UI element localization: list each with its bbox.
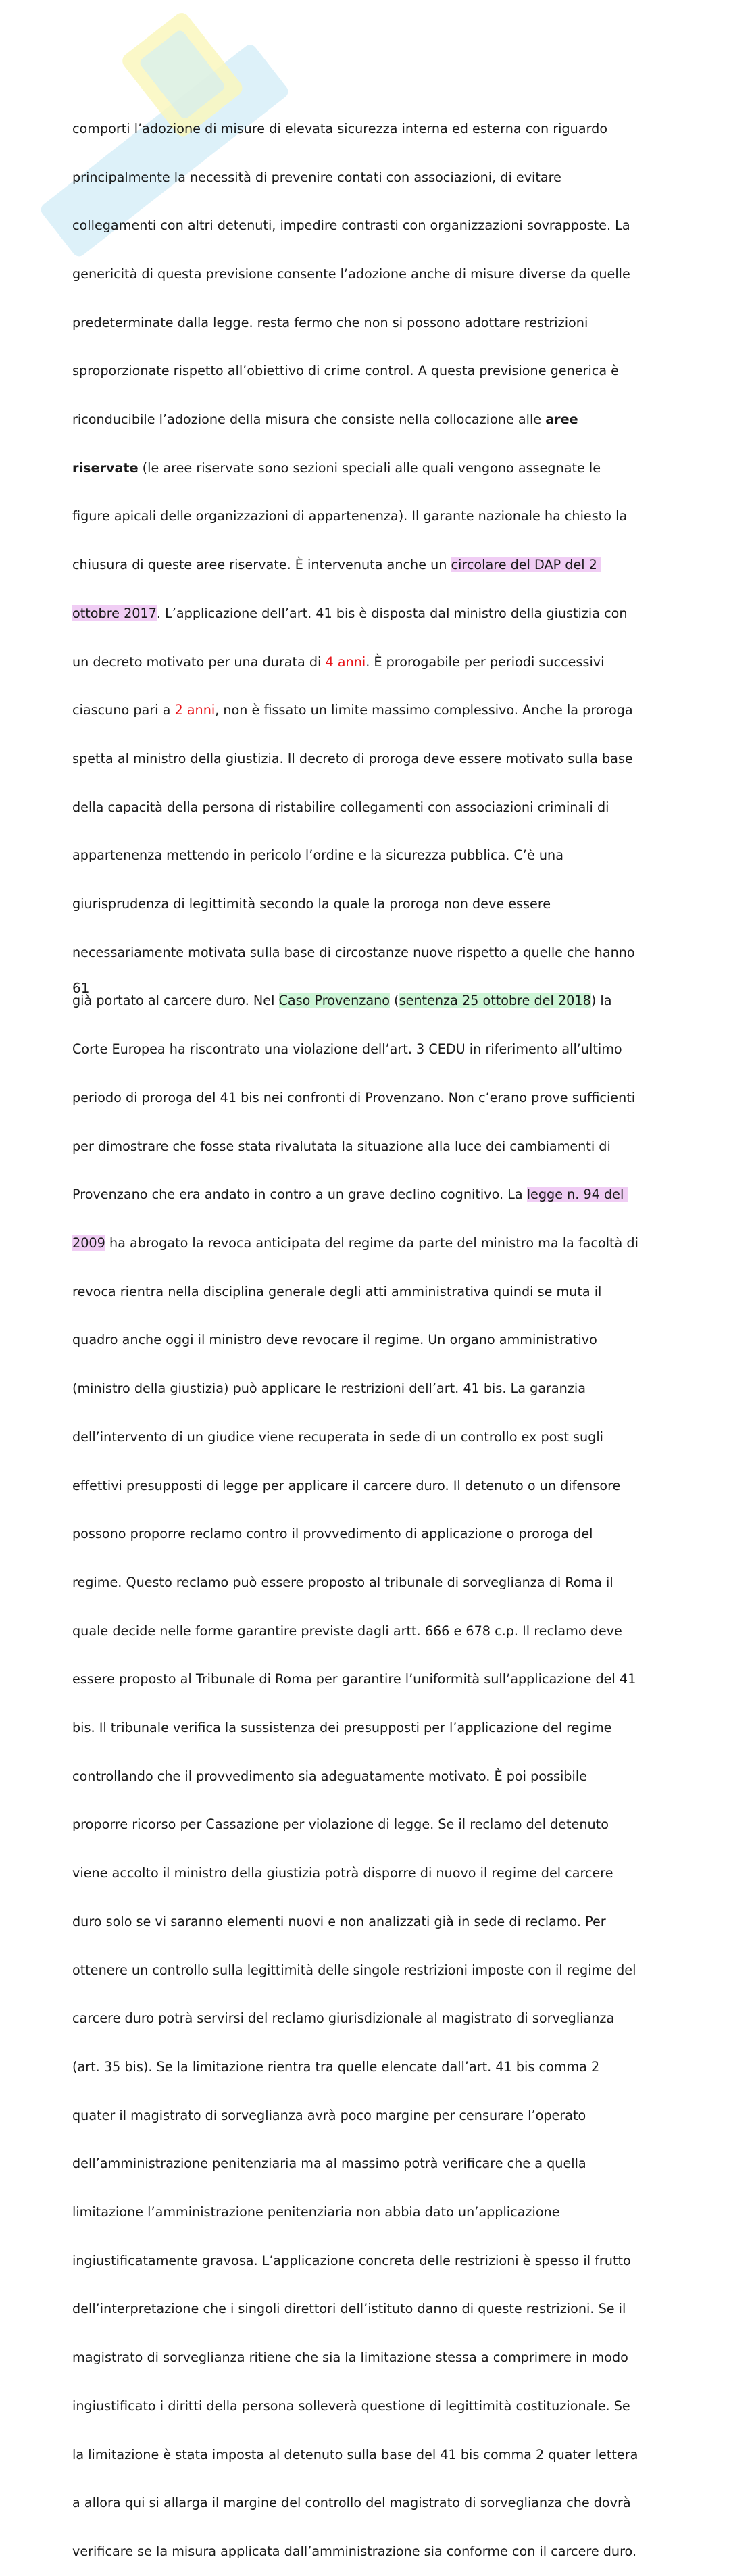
text-line: limitazione l’amministrazione penitenziaria non abbia dato un’applicazione (72, 2204, 560, 2221)
highlight-pink: legge n. 94 del (526, 1187, 628, 1203)
text-segment: Provenzano che era andato in contro a un grave declino cognitivo. La (72, 1187, 527, 1203)
text-segment: già portato al carcere duro. Nel (72, 993, 279, 1009)
text-segment: (le aree riservate sono sezioni speciali alle quali vengono assegnate le (138, 460, 601, 476)
text-line: comporti l’adozione di misure di elevata sicurezza interna ed esterna con riguardo (72, 120, 608, 137)
text-line: regime. Questo reclamo può essere proposto al tribunale di sorveglianza di Roma il (72, 1574, 613, 1590)
text-segment: , non è fissato un limite massimo complessivo. Anche la proroga (215, 702, 633, 718)
text-segment: chiusura di queste aree riservate. È intervenuta anche un (72, 557, 451, 573)
text-segment: . L’applicazione dell’art. 41 bis è disposta dal ministro della giustizia con (156, 605, 628, 621)
text-segment: riconducibile l’adozione della misura che consiste nella collocazione alle (72, 412, 546, 428)
text-segment: un decreto motivato per una durata di (72, 653, 326, 670)
text-segment: ciascuno pari a (72, 702, 175, 718)
text-line (72, 1235, 694, 1252)
text-line: duro solo se vi saranno elementi nuovi e non analizzati già in sede di reclamo. Per (72, 1913, 606, 1929)
text-line: proporre ricorso per Cassazione per violazione di legge. Se il reclamo del detenuto (72, 1816, 609, 1833)
text-line (72, 460, 694, 476)
text-line: periodo di proroga del 41 bis nei confronti di Provenzano. Non c’erano prove sufficienti (72, 1089, 636, 1106)
text-line: dell’interpretazione che i singoli direttori dell’istituto danno di queste restrizioni. Se il (72, 2301, 626, 2317)
text-line: collegamenti con altri detenuti, impedire contrasti con organizzazioni sovrapposte. La (72, 218, 630, 234)
text-line: Corte Europea ha riscontrato una violazione dell’art. 3 CEDU in riferimento all’ultimo (72, 1041, 622, 1058)
text-line: per dimostrare che fosse stata rivalutata la situazione alla luce dei cambiamenti di (72, 1138, 611, 1154)
text-line: effettivi presupposti di legge per applicare il carcere duro. Il detenuto o un difensore (72, 1477, 621, 1493)
text-line: figure apicali delle organizzazioni di appartenenza). Il garante nazionale ha chiesto la (72, 508, 628, 524)
text-line (72, 412, 694, 428)
text-line (72, 702, 694, 718)
text-line: revoca rientra nella disciplina generale degli atti amministrativa quindi se muta il (72, 1283, 602, 1299)
body-text (72, 89, 694, 2576)
text-line: principalmente la necessità di prevenire contati con associazioni, di evitare (72, 169, 561, 185)
text-line: genericità di questa previsione consente l’adozione anche di misure diverse da quelle (72, 266, 630, 282)
text-line: appartenenza mettendo in pericolo l’ordine e la sicurezza pubblica. C’è una (72, 847, 563, 864)
text-line: quadro anche oggi il ministro deve revocare il regime. Un organo amministrativo (72, 1332, 597, 1348)
text-line (72, 654, 694, 670)
text-segment: ) la (590, 993, 612, 1009)
text-line: ottenere un controllo sulla legittimità delle singole restrizioni imposte con il regime del (72, 1962, 636, 1978)
bold-term: aree (545, 412, 578, 428)
highlight-pink: circolare del DAP del 2 (451, 557, 601, 573)
text-line (72, 993, 694, 1009)
highlight-pink: ottobre 2017 (72, 605, 157, 621)
text-line: la limitazione è stata imposta al detenuto sulla base del 41 bis comma 2 quater lettera (72, 2446, 638, 2462)
text-line: verificare se la misura applicata dall’amministrazione sia conforme con il carcere duro. (72, 2543, 637, 2559)
red-text: 2 anni (174, 702, 216, 718)
text-line (72, 557, 694, 573)
text-segment: . È prorogabile per periodi successivi (366, 653, 605, 670)
red-text: 4 anni (325, 653, 366, 670)
text-line: controllando che il provvedimento sia adeguatamente motivato. È poi possibile (72, 1768, 587, 1784)
text-line (72, 1187, 694, 1203)
text-line: carcere duro potrà servirsi del reclamo giurisdizionale al magistrato di sorveglianza (72, 2010, 615, 2027)
text-line: spetta al ministro della giustizia. Il decreto di proroga deve essere motivato sulla base (72, 750, 633, 766)
highlight-pink: 2009 (72, 1235, 105, 1251)
highlight-green: sentenza 25 ottobre del 2018 (399, 993, 591, 1009)
text-line: a allora qui si allarga il margine del controllo del magistrato di sorveglianza che dovrà (72, 2495, 631, 2511)
text-line: dell’amministrazione penitenziaria ma al massimo potrà verificare che a quella (72, 2156, 586, 2172)
text-line: della capacità della persona di ristabilire collegamenti con associazioni criminali di (72, 799, 609, 815)
text-line: ingiustificato i diritti della persona solleverà questione di legittimità costituzionale. Se (72, 2398, 630, 2414)
text-line: (art. 35 bis). Se la limitazione rientra tra quelle elencate dall’art. 41 bis comma 2 (72, 2058, 600, 2075)
text-line: predeterminate dalla legge. resta fermo che non si possono adottare restrizioni (72, 314, 588, 330)
text-line: (ministro della giustizia) può applicare le restrizioni dell’art. 41 bis. La garanzia (72, 1381, 586, 1397)
text-line: sproporzionate rispetto all’obiettivo di crime control. A questa previsione generica è (72, 363, 619, 379)
text-line (72, 605, 694, 622)
text-line: viene accolto il ministro della giustizia potrà disporre di nuovo il regime del carcere (72, 1865, 613, 1881)
text-line: magistrato di sorveglianza ritiene che sia la limitazione stessa a comprimere in modo (72, 2350, 628, 2366)
page-number: 61 (72, 980, 90, 996)
highlight-green: Caso Provenzano (278, 993, 390, 1009)
text-line: dell’intervento di un giudice viene recuperata in sede di un controllo ex post sugli (72, 1429, 603, 1445)
text-line: bis. Il tribunale verifica la sussistenza dei presupposti per l’applicazione del regime (72, 1720, 612, 1736)
text-line: essere proposto al Tribunale di Roma per garantire l’uniformità sull’applicazione del 41 (72, 1671, 636, 1687)
text-line: possono proporre reclamo contro il provvedimento di applicazione o proroga del (72, 1526, 593, 1542)
text-line: quale decide nelle forme garantire previste dagli artt. 666 e 678 c.p. Il reclamo deve (72, 1623, 622, 1639)
text-line: giurisprudenza di legittimità secondo la quale la proroga non deve essere (72, 896, 551, 912)
text-line: necessariamente motivata sulla base di circostanze nuove rispetto a quelle che hanno (72, 944, 635, 960)
text-line: ingiustificatamente gravosa. L’applicazione concreta delle restrizioni è spesso il frutto (72, 2252, 631, 2269)
text-segment: ha abrogato la revoca anticipata del regime da parte del ministro ma la facoltà di (105, 1235, 638, 1251)
text-line: quater il magistrato di sorveglianza avrà poco margine per censurare l’operato (72, 2107, 586, 2123)
text-segment: ( (389, 993, 399, 1009)
bold-term: riservate (72, 460, 139, 476)
